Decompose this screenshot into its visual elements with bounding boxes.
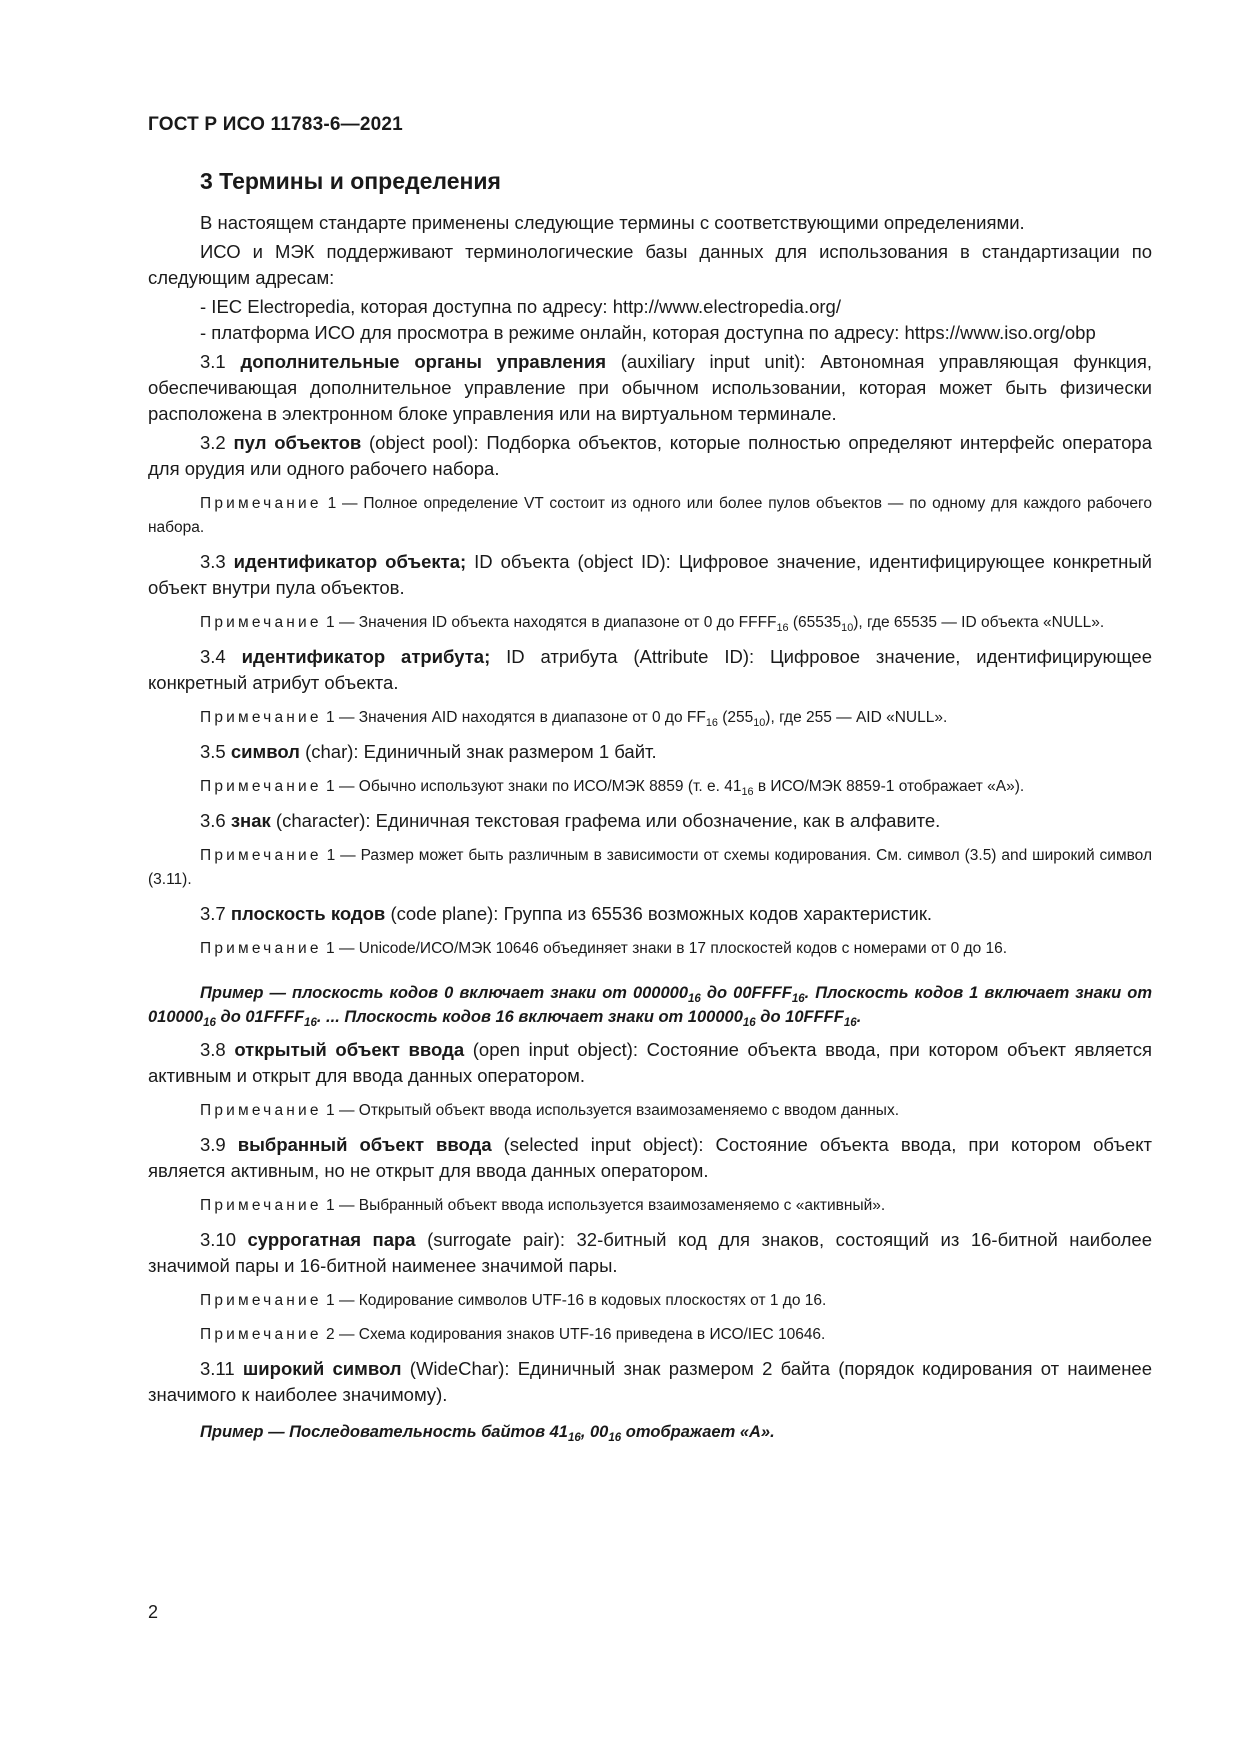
note-3-10-1: Примечание 1 — Кодирование символов UTF-16 в кодовых плоскостях от 1 до 16. bbox=[200, 1292, 827, 1309]
term-3-4: 3.4 идентификатор атрибута; ID атрибута (Attribute ID): Цифровое значение, идентифицирующее конкретный атрибут объекта. bbox=[148, 646, 1152, 693]
term-name: широкий символ bbox=[242, 1358, 402, 1379]
page-content bbox=[148, 168, 1152, 1444]
note-3-9: Примечание 1 — Выбранный объект ввода используется взаимозаменяемо с «активный». bbox=[200, 1197, 886, 1214]
term-name: плоскость кодов bbox=[230, 903, 386, 924]
term-3-11: 3.11 широкий символ (WideChar): Единичный знак размером 2 байта (порядок кодирования от наименее значимого к наиболее значимому). bbox=[148, 1358, 1152, 1405]
term-3-7: 3.7 плоскость кодов (code plane): Группа из 65536 возможных кодов характеристик. bbox=[200, 903, 933, 924]
term-name: знак bbox=[230, 810, 271, 831]
term-name: идентификатор объекта; bbox=[233, 551, 467, 572]
note-label: Примечание bbox=[200, 1197, 322, 1214]
note-label: Примечание bbox=[200, 847, 322, 864]
term-name: идентификатор атрибута; bbox=[241, 646, 491, 667]
note-3-8: Примечание 1 — Открытый объект ввода используется взаимозаменяемо с вводом данных. bbox=[200, 1102, 899, 1119]
note-3-4: Примечание 1 — Значения AID находятся в диапазоне от 0 до $FF_{16}$ $(255_{10})$, где 255 — AID «NULL». bbox=[200, 709, 948, 729]
term-3-9: 3.9 выбранный объект ввода (selected input object): Состояние объекта ввода, при котором объект является активным, но не открыт для ввода данных оператором. bbox=[148, 1134, 1152, 1181]
intro-paragraph: В настоящем стандарте применены следующие термины с соответствующими определениями. bbox=[200, 212, 1025, 233]
term-3-5: 3.5 символ (char): Единичный знак размером 1 байт. bbox=[200, 741, 657, 762]
document-id: ГОСТ Р ИСО 11783-6—2021 bbox=[148, 114, 403, 135]
list-item-iso-obp: - платформа ИСО для просмотра в режиме онлайн, которая доступна по адресу: https://www.iso.org/obp bbox=[200, 322, 1096, 343]
term-3-8: 3.8 открытый объект ввода (open input object): Состояние объекта ввода, при котором объект является активным и открыт для ввода данных оператором. bbox=[148, 1039, 1152, 1086]
note-label: Примечание bbox=[200, 940, 322, 957]
term-3-6: 3.6 знак (character): Единичная текстовая графема или обозначение, как в алфавите. bbox=[200, 810, 941, 831]
section-title: 3 Термины и определения bbox=[200, 168, 501, 194]
example-3-7: Пример — плоскость кодов 0 включает знаки от $000000_{16}$ до $00FFFF_{16}$. Плоскость кодов 1 включает знаки от $010000_{16}$ до $01FFFF_{16}$. ... Плоскость кодов 16 включает знаки от $100000_{16}$ до $10FFFF_{16}$. bbox=[148, 984, 1152, 1029]
note-label: Примечание bbox=[200, 614, 322, 631]
note-label: Примечание bbox=[200, 1326, 322, 1343]
term-3-1: 3.1 дополнительные органы управления (auxiliary input unit): Автономная управляющая функция, обеспечивающая дополнительное управление при обычном использовании, которая может быть физически расположена в электронном блоке управления или на виртуальном терминале. bbox=[148, 351, 1153, 424]
term-name: пул объектов bbox=[233, 432, 362, 453]
note-label: Примечание bbox=[200, 495, 322, 512]
example-3-11: Пример — Последовательность байтов $41_{16}$, $00_{16}$ отображает «А». bbox=[200, 1423, 775, 1444]
note-3-6: Примечание 1 — Размер может быть различным в зависимости от схемы кодирования. См. символ (3.5) and широкий символ (3.11). bbox=[148, 847, 1152, 888]
term-name: выбранный объект ввода bbox=[237, 1134, 492, 1155]
term-3-3: 3.3 идентификатор объекта; ID объекта (object ID): Цифровое значение, идентифицирующее конкретный объект внутри пула объектов. bbox=[148, 551, 1152, 598]
term-name: дополнительные органы управления bbox=[240, 351, 606, 372]
note-label: Примечание bbox=[200, 1102, 322, 1119]
page-number: 2 bbox=[148, 1602, 159, 1622]
note-3-10-2: Примечание 2 — Схема кодирования знаков UTF-16 приведена в ИСО/IEC 10646. bbox=[200, 1326, 826, 1343]
term-name: открытый объект ввода bbox=[234, 1039, 465, 1060]
term-3-2: 3.2 пул объектов (object pool): Подборка объектов, которые полностью определяют интерфейс оператора для орудия или одного рабочего набора. bbox=[148, 432, 1152, 479]
intro-paragraph-2: ИСО и МЭК поддерживают терминологические базы данных для использования в стандартизации по следующим адресам: bbox=[148, 241, 1152, 288]
note-label: Примечание bbox=[200, 709, 322, 726]
note-3-3: Примечание 1 — Значения ID объекта находятся в диапазоне от 0 до $FFFF_{16}$ $(65535_{10})$, где 65535 — ID объекта «NULL». bbox=[200, 614, 1105, 634]
note-3-2: Примечание 1 — Полное определение VT состоит из одного или более пулов объектов — по одному для каждого рабочего набора. bbox=[148, 495, 1152, 536]
note-3-7: Примечание 1 — Unicode/ИСО/МЭК 10646 объединяет знаки в 17 плоскостей кодов с номерами от 0 до 16. bbox=[200, 940, 1008, 957]
term-name: суррогатная пара bbox=[247, 1229, 416, 1250]
term-name: символ bbox=[230, 741, 300, 762]
note-label: Примечание bbox=[200, 1292, 322, 1309]
list-item-electropedia: - IEC Electropedia, которая доступна по адресу: http://www.electropedia.org/ bbox=[200, 296, 841, 317]
term-3-10: 3.10 суррогатная пара (surrogate pair): 32-битный код для знаков, состоящий из 16-битной наиболее значимой пары и 16-битной наименее значимой пары. bbox=[148, 1229, 1152, 1276]
note-3-5: Примечание 1 — Обычно используют знаки по ИСО/МЭК 8859 (т. е. $41_{16}$ в ИСО/МЭК 8859-1 отображает «А»). bbox=[200, 778, 1025, 798]
note-label: Примечание bbox=[200, 778, 322, 795]
